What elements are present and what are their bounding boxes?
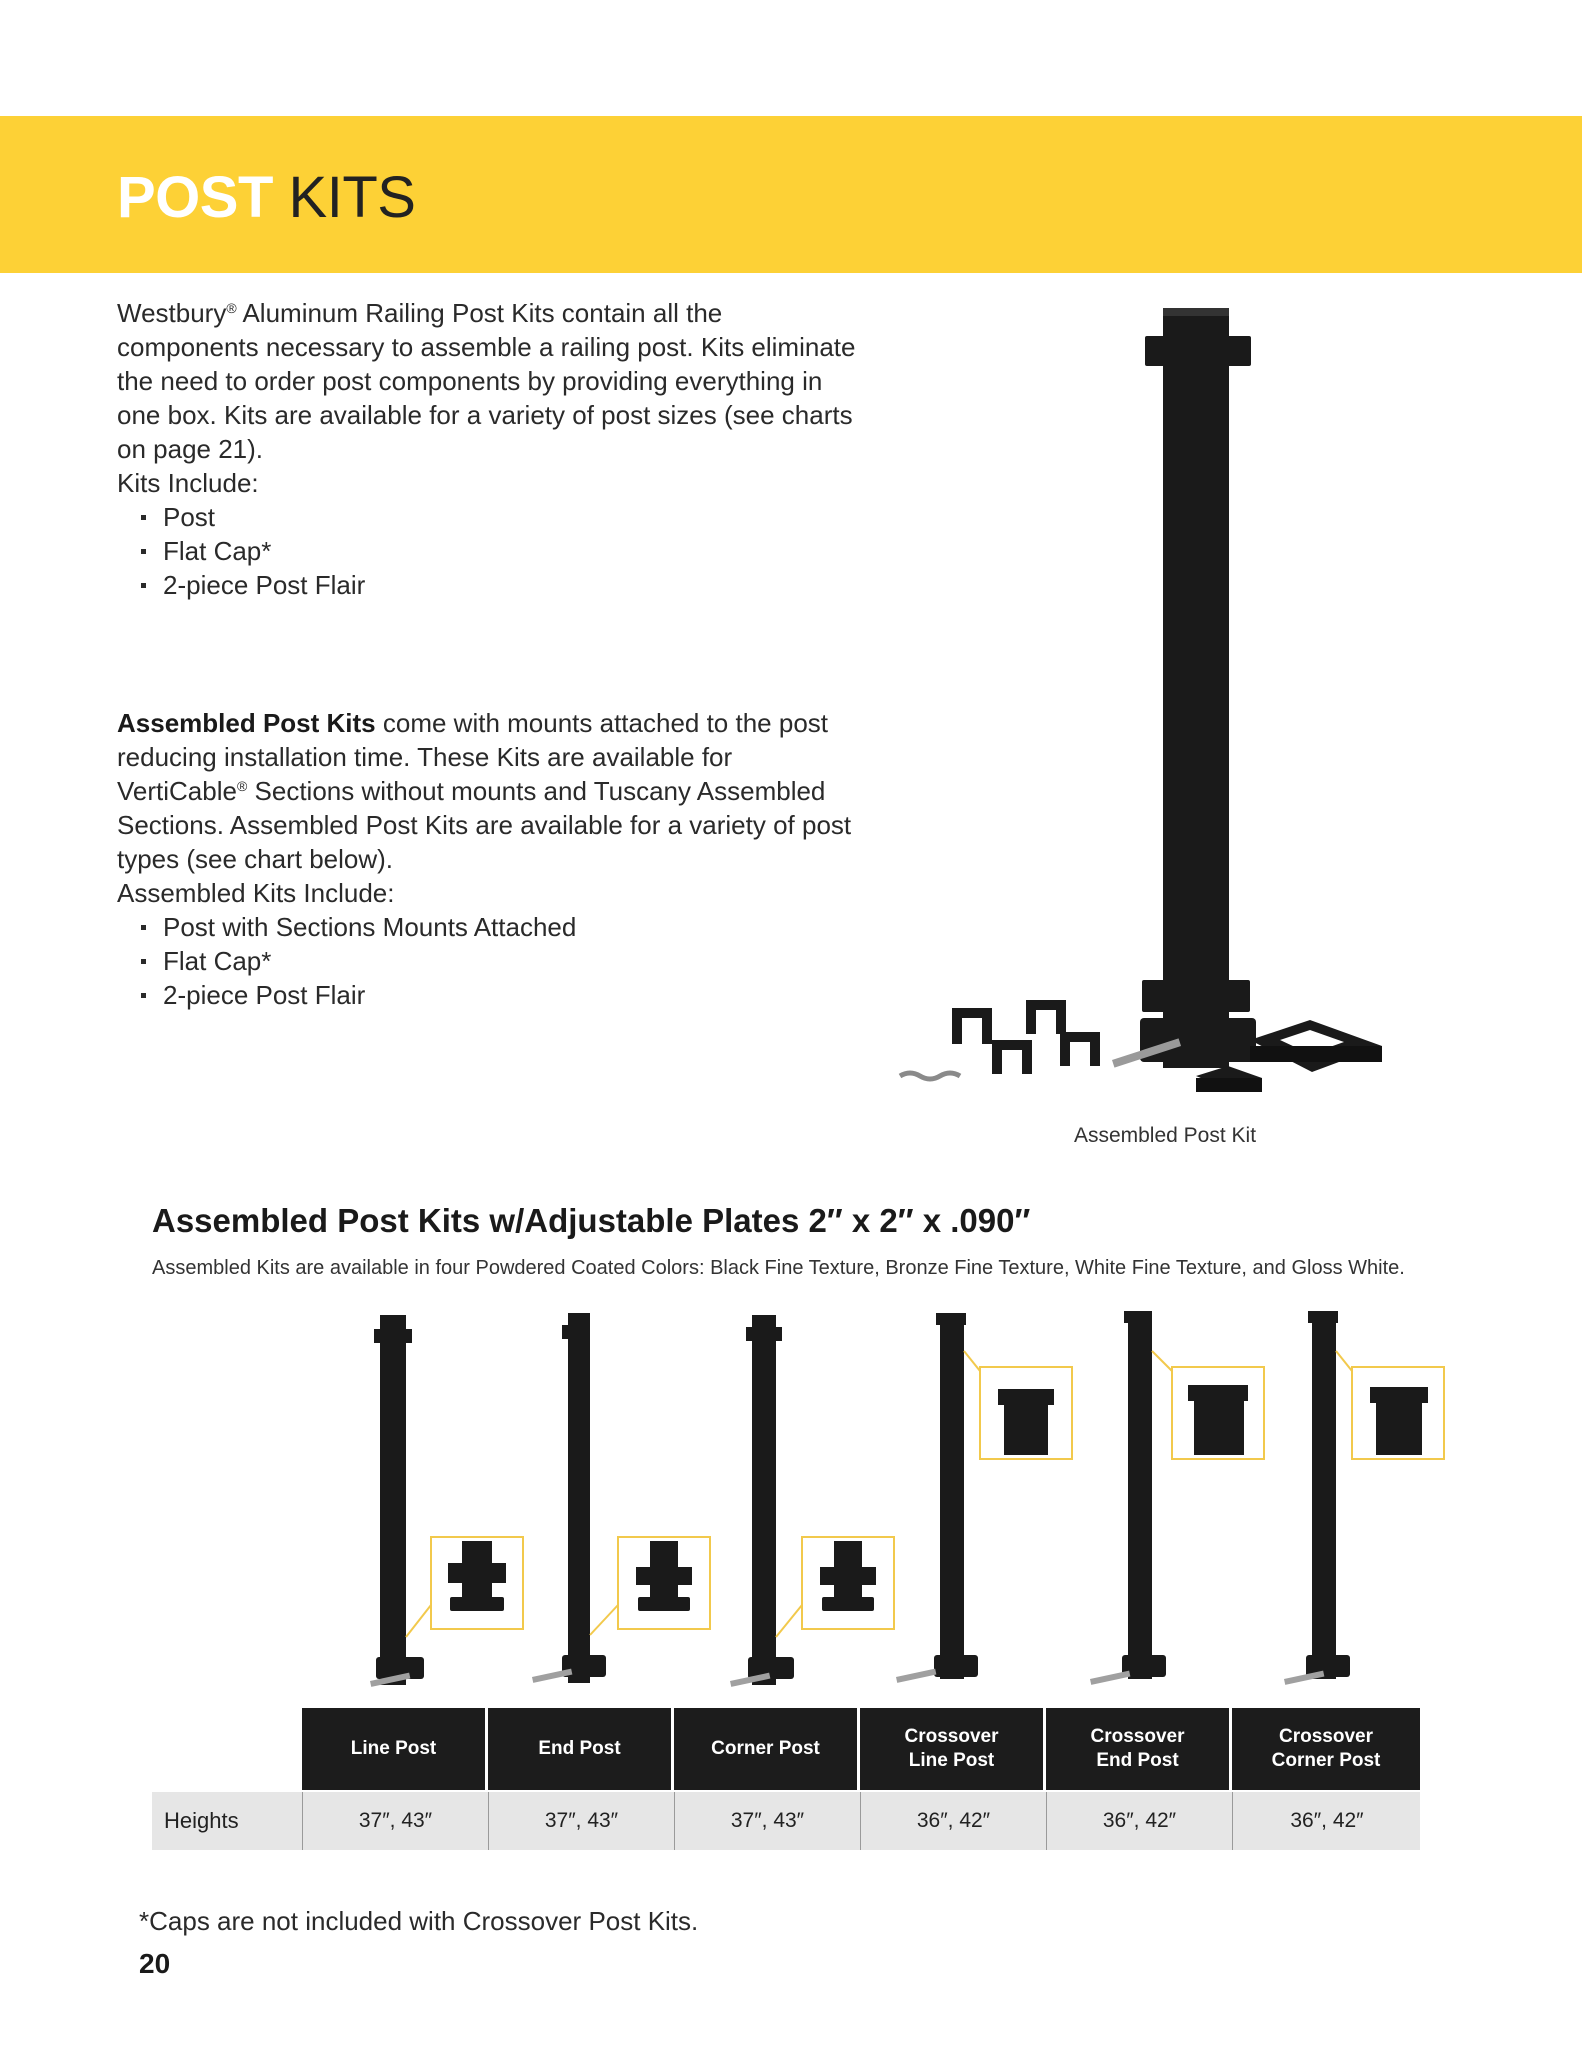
list-item: Flat Cap* — [117, 944, 857, 978]
column-header: Corner Post — [674, 1708, 857, 1790]
kit-items-list — [117, 500, 857, 602]
table-cell: 36″, 42″ — [1046, 1792, 1232, 1850]
table-cell: 37″, 43″ — [674, 1792, 860, 1850]
section-subtitle: Assembled Kits are available in four Powdered Coated Colors: Black Fine Texture, Bronze Fine Texture, White Fine Texture, and Gloss White. — [152, 1257, 1405, 1279]
footnote: *Caps are not included with Crossover Post Kits. — [139, 1906, 699, 1936]
assembled-post-kit-image — [880, 300, 1400, 1100]
reg-mark: ® — [236, 778, 248, 794]
intro-text-1: Westbury — [117, 298, 227, 328]
section-title: Assembled Post Kits w/Adjustable Plates 2″ x 2″ x .090″ — [152, 1202, 1031, 1239]
column-header: Crossover Line Post — [860, 1708, 1043, 1790]
assembled-includes-label: Assembled Kits Include: — [117, 878, 395, 908]
table-cell: 37″, 43″ — [488, 1792, 674, 1850]
title-light: KITS — [288, 165, 416, 230]
assembled-text-1: come with mounts attached to the post reducing installation time. These Kits are available for VertiCable — [117, 708, 828, 806]
list-item: Post — [117, 500, 857, 534]
row-label: Heights — [164, 1808, 239, 1833]
list-item: 2-piece Post Flair — [117, 568, 857, 602]
page-title — [117, 160, 415, 236]
reg-mark: ® — [226, 300, 237, 316]
includes-label: Kits Include: — [117, 468, 259, 498]
table-cell: 36″, 42″ — [1232, 1792, 1421, 1850]
intro-paragraph — [117, 296, 857, 466]
column-header: End Post — [488, 1708, 671, 1790]
intro-text-2: Aluminum Railing Post Kits contain all the components necessary to assemble a railing post. Kits eliminate the need to order post components by providing everything in one box. Kits are available for a variety of post sizes (see charts on page 21). — [117, 298, 856, 464]
post-types-illustration — [300, 1305, 1460, 1705]
column-header: Crossover Corner Post — [1232, 1708, 1420, 1790]
assembled-items-list — [117, 910, 857, 1012]
assembled-paragraph — [117, 706, 857, 876]
table-cell: 36″, 42″ — [860, 1792, 1046, 1850]
assembled-block — [117, 706, 857, 1012]
list-item: 2-piece Post Flair — [117, 978, 857, 1012]
column-header: Line Post — [302, 1708, 485, 1790]
intro-block — [117, 296, 857, 602]
assembled-text-2: Sections without mounts and Tuscany Assembled Sections. Assembled Post Kits are available for a variety of post types (see chart below). — [117, 776, 852, 874]
table-cell: 37″, 43″ — [302, 1792, 488, 1850]
column-header: Crossover End Post — [1046, 1708, 1229, 1790]
assembled-lead: Assembled Post Kits — [117, 708, 376, 738]
title-bold: POST — [117, 165, 273, 230]
list-item: Post with Sections Mounts Attached — [117, 910, 857, 944]
page-number: 20 — [139, 1948, 171, 1979]
list-item: Flat Cap* — [117, 534, 857, 568]
hero-caption: Assembled Post Kit — [1073, 1124, 1257, 1147]
